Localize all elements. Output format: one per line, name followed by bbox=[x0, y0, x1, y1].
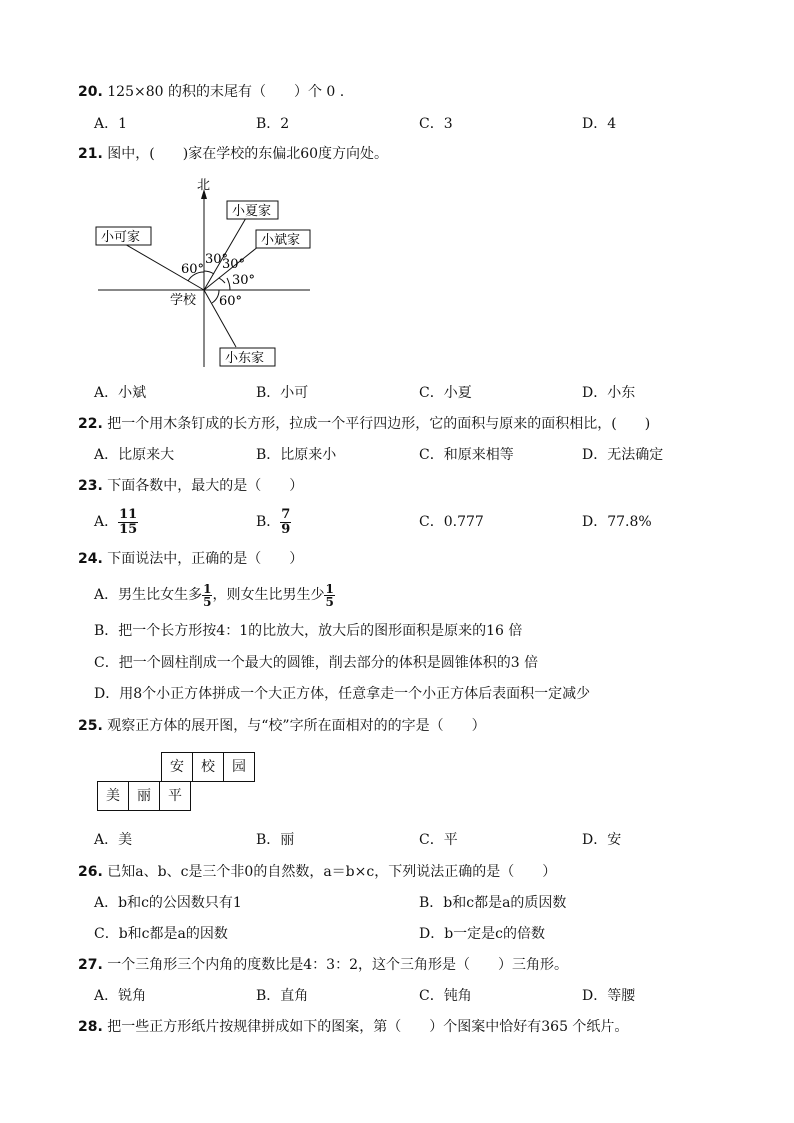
home-label: 小斌家 bbox=[261, 233, 301, 248]
question-stem: 观察正方体的展开图，与“校”字所在面相对的的字是（ ） bbox=[107, 718, 486, 734]
question-stem: 把一个用木条钉成的长方形，拉成一个平行四边形，它的面积与原来的面积相比，( ) bbox=[107, 416, 651, 432]
option-d[interactable]: D．等腰 bbox=[582, 988, 636, 1004]
question-23 bbox=[78, 477, 303, 495]
angle-label: 30° bbox=[232, 273, 256, 288]
option-b[interactable]: B．比原来小 bbox=[256, 447, 337, 463]
option-a[interactable]: A．比原来大 bbox=[94, 447, 175, 463]
option-c[interactable]: C．b和c都是a的因数 bbox=[94, 926, 228, 942]
option-d[interactable]: D．安 bbox=[582, 832, 622, 848]
angle-label: 60° bbox=[181, 262, 205, 277]
option-a[interactable]: A．b和c的公因数只有1 bbox=[94, 895, 242, 911]
school-label: 学校 bbox=[170, 293, 197, 308]
option-b[interactable]: B．b和c都是a的质因数 bbox=[419, 895, 567, 911]
net-cell-mei: 美 bbox=[97, 781, 129, 811]
question-number: 27. bbox=[78, 957, 103, 973]
option-a[interactable]: A．1 bbox=[94, 116, 128, 132]
option-text: A．男生比女生多 bbox=[94, 587, 203, 603]
fraction-1-5: $\frac{1}{5}$ bbox=[203, 581, 212, 609]
angle-label: 60° bbox=[219, 294, 243, 309]
question-stem: 下面各数中，最大的是（ ） bbox=[107, 478, 304, 494]
angle-label: 30° bbox=[222, 257, 246, 272]
question-25 bbox=[78, 717, 486, 735]
question-stem: 图中，( )家在学校的东偏北60度方向处。 bbox=[107, 146, 389, 162]
question-20 bbox=[78, 83, 344, 101]
option-text: ，则女生比男生少 bbox=[212, 587, 325, 603]
option-b[interactable]: B．小可 bbox=[256, 385, 309, 401]
fraction-1-5: $\frac{1}{5}$ bbox=[325, 581, 334, 609]
home-label: 小可家 bbox=[101, 230, 141, 245]
option-d[interactable]: D．小东 bbox=[582, 385, 636, 401]
option-label: B． bbox=[256, 514, 281, 530]
angle-arc bbox=[227, 278, 230, 290]
question-27 bbox=[78, 956, 568, 974]
net-cell-an: 安 bbox=[161, 752, 193, 782]
question-stem: 把一些正方形纸片按规律拼成如下的图案，第（ ）个图案中恰好有365 个纸片。 bbox=[107, 1019, 629, 1035]
net-cell-ping: 平 bbox=[159, 781, 191, 811]
option-c[interactable]: C．小夏 bbox=[419, 385, 472, 401]
option-b[interactable]: B．2 bbox=[256, 116, 290, 132]
option-a[interactable] bbox=[94, 579, 335, 611]
question-number: 22. bbox=[78, 416, 103, 432]
question-28 bbox=[78, 1018, 628, 1036]
question-number: 25. bbox=[78, 718, 103, 734]
question-number: 20. bbox=[78, 84, 103, 100]
net-cell-li: 丽 bbox=[128, 781, 160, 811]
home-label: 小东家 bbox=[225, 351, 265, 366]
question-stem: 一个三角形三个内角的度数比是4：3：2，这个三角形是（ ）三角形。 bbox=[107, 957, 568, 973]
option-b[interactable]: B．直角 bbox=[256, 988, 309, 1004]
net-cell-xiao: 校 bbox=[192, 752, 224, 782]
option-c[interactable]: C．和原来相等 bbox=[419, 447, 514, 463]
question-24 bbox=[78, 550, 303, 568]
option-c[interactable]: C．0.777 bbox=[419, 514, 484, 530]
option-d[interactable]: D．4 bbox=[582, 116, 617, 132]
question-stem: 125×80 的积的末尾有（ ）个 0 . bbox=[107, 84, 345, 100]
home-label: 小夏家 bbox=[232, 204, 272, 219]
option-c[interactable]: C．3 bbox=[419, 116, 453, 132]
angle-label: 30° bbox=[205, 252, 229, 267]
option-a[interactable]: A．美 bbox=[94, 832, 133, 848]
question-stem: 已知a、b、c是三个非0的自然数，a＝b×c，下列说法正确的是（ ） bbox=[107, 864, 557, 880]
direction-diagram bbox=[0, 175, 794, 415]
question-26 bbox=[78, 863, 556, 881]
angle-arc bbox=[219, 278, 225, 283]
option-b[interactable]: B．丽 bbox=[256, 832, 295, 848]
fraction-7-9: $\frac{7}{9}$ bbox=[281, 506, 291, 537]
question-number: 21. bbox=[78, 146, 103, 162]
option-a[interactable]: A．小斌 bbox=[94, 385, 147, 401]
option-d[interactable]: D．用8个小正方体拼成一个大正方体，任意拿走一个小正方体后表面积一定减少 bbox=[94, 686, 591, 702]
question-22 bbox=[78, 415, 650, 433]
option-d[interactable]: D．b一定是c的倍数 bbox=[419, 926, 546, 942]
angle-arc bbox=[204, 271, 214, 274]
option-a[interactable]: A．锐角 bbox=[94, 988, 147, 1004]
fraction-11-15: $\frac{11}{15}$ bbox=[119, 506, 138, 537]
option-label: A． bbox=[94, 514, 119, 530]
question-number: 28. bbox=[78, 1019, 103, 1035]
option-c[interactable]: C．平 bbox=[419, 832, 458, 848]
option-a[interactable] bbox=[94, 506, 138, 538]
angle-arc bbox=[212, 290, 219, 303]
north-label: 北 bbox=[197, 178, 211, 193]
question-number: 24. bbox=[78, 551, 103, 567]
option-d[interactable]: D．77.8% bbox=[582, 514, 652, 530]
option-b[interactable] bbox=[256, 506, 291, 538]
question-number: 26. bbox=[78, 864, 103, 880]
question-21 bbox=[78, 145, 388, 163]
option-c[interactable]: C．把一个圆柱削成一个最大的圆锥，削去部分的体积是圆锥体积的3 倍 bbox=[94, 655, 539, 671]
option-c[interactable]: C．钝角 bbox=[419, 988, 472, 1004]
question-stem: 下面说法中，正确的是（ ） bbox=[107, 551, 304, 567]
option-b[interactable]: B．把一个长方形按4：1的比放大，放大后的图形面积是原来的16 倍 bbox=[94, 623, 523, 639]
question-number: 23. bbox=[78, 478, 103, 494]
option-d[interactable]: D．无法确定 bbox=[582, 447, 664, 463]
net-cell-yuan: 园 bbox=[223, 752, 255, 782]
